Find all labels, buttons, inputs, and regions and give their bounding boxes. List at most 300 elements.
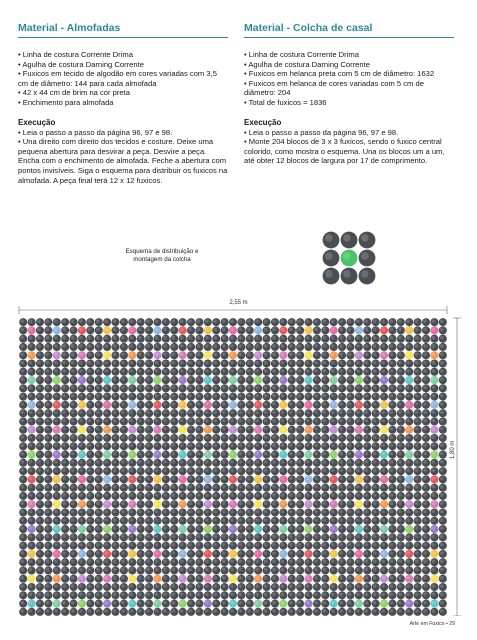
black-fuxico (153, 608, 161, 616)
black-fuxico (53, 434, 61, 442)
black-fuxico (69, 558, 77, 566)
black-fuxico (137, 417, 145, 425)
black-fuxico (414, 508, 422, 516)
black-fuxico (422, 393, 430, 401)
black-fuxico (313, 475, 321, 483)
black-fuxico (44, 434, 52, 442)
black-fuxico (263, 351, 271, 359)
black-fuxico (111, 409, 119, 417)
black-fuxico (330, 335, 338, 343)
black-fuxico (86, 558, 94, 566)
black-fuxico (221, 600, 229, 608)
black-fuxico (195, 558, 203, 566)
black-fuxico (95, 575, 103, 583)
black-fuxico (271, 376, 279, 384)
black-fuxico (153, 459, 161, 467)
black-fuxico (313, 442, 321, 450)
black-fuxico (313, 409, 321, 417)
black-fuxico (414, 484, 422, 492)
black-fuxico (380, 359, 388, 367)
black-fuxico (346, 608, 354, 616)
black-fuxico (120, 376, 128, 384)
black-fuxico (439, 318, 447, 326)
black-fuxico (254, 508, 262, 516)
width-dimension-label: 2,55 m (229, 300, 248, 306)
black-fuxico (296, 459, 304, 467)
black-fuxico (212, 359, 220, 367)
black-fuxico (204, 566, 212, 574)
colored-fuxico (355, 401, 363, 409)
black-fuxico (313, 459, 321, 467)
black-fuxico (405, 318, 413, 326)
black-fuxico (212, 335, 220, 343)
black-fuxico (355, 542, 363, 550)
black-fuxico (271, 426, 279, 434)
black-fuxico (229, 335, 237, 343)
black-fuxico (111, 376, 119, 384)
black-fuxico (372, 409, 380, 417)
black-fuxico (430, 384, 438, 392)
black-fuxico (313, 451, 321, 459)
colored-fuxico (179, 575, 187, 583)
black-fuxico (237, 508, 245, 516)
black-fuxico (330, 492, 338, 500)
black-fuxico (86, 533, 94, 541)
black-fuxico (237, 451, 245, 459)
black-fuxico (288, 442, 296, 450)
black-fuxico (204, 359, 212, 367)
black-fuxico (346, 508, 354, 516)
black-fuxico (254, 442, 262, 450)
black-fuxico (271, 409, 279, 417)
colored-fuxico (254, 500, 262, 508)
black-fuxico (304, 343, 312, 351)
black-fuxico (288, 343, 296, 351)
black-fuxico (53, 459, 61, 467)
black-fuxico (153, 484, 161, 492)
execucao-list-almofadas (18, 128, 228, 186)
black-fuxico (221, 558, 229, 566)
black-fuxico (237, 517, 245, 525)
black-fuxico (397, 417, 405, 425)
black-fuxico (304, 384, 312, 392)
black-fuxico (405, 335, 413, 343)
black-fuxico (279, 542, 287, 550)
colored-fuxico (330, 575, 338, 583)
black-fuxico (69, 401, 77, 409)
black-fuxico (212, 451, 220, 459)
black-fuxico (170, 550, 178, 558)
black-fuxico (313, 393, 321, 401)
black-fuxico (237, 401, 245, 409)
black-fuxico (95, 401, 103, 409)
page-footer: Arte em Fuxico • 29 (409, 621, 455, 627)
colored-fuxico (78, 600, 86, 608)
black-fuxico (439, 359, 447, 367)
black-fuxico (229, 566, 237, 574)
black-fuxico (288, 475, 296, 483)
black-fuxico (61, 600, 69, 608)
black-fuxico (137, 575, 145, 583)
black-fuxico (19, 409, 27, 417)
execucao-step: • Una direito com direito dos tecidos e costure. Deixe uma pequena abertura para desvirar a peça. Desvire a peça. Encha com o enchimento de almofada. Feche a abertura com pontos invisíveis. Siga o esquema para distribuir os fuxicos na almofada. A peça final terá 12 x 12 fuxicos. (18, 137, 228, 185)
black-fuxico (170, 417, 178, 425)
black-fuxico (439, 566, 447, 574)
black-fuxico (53, 359, 61, 367)
black-fuxico (246, 426, 254, 434)
colored-fuxico (279, 401, 287, 409)
black-fuxico (120, 600, 128, 608)
black-fuxico (44, 517, 52, 525)
black-fuxico (179, 318, 187, 326)
black-fuxico (53, 368, 61, 376)
black-fuxico (44, 318, 52, 326)
black-fuxico (95, 368, 103, 376)
black-fuxico (271, 335, 279, 343)
black-fuxico (430, 442, 438, 450)
black-fuxico (346, 525, 354, 533)
black-fuxico (53, 492, 61, 500)
black-fuxico (179, 608, 187, 616)
black-fuxico (153, 566, 161, 574)
black-fuxico (162, 326, 170, 334)
black-fuxico (53, 343, 61, 351)
black-fuxico (405, 459, 413, 467)
black-fuxico (288, 384, 296, 392)
black-fuxico (263, 359, 271, 367)
colored-fuxico (53, 475, 61, 483)
colored-fuxico (179, 525, 187, 533)
black-fuxico (86, 318, 94, 326)
colored-fuxico (103, 351, 111, 359)
black-fuxico (346, 500, 354, 508)
black-fuxico (212, 384, 220, 392)
black-fuxico (254, 335, 262, 343)
black-fuxico (69, 318, 77, 326)
black-fuxico (195, 583, 203, 591)
colored-fuxico (430, 550, 438, 558)
colored-fuxico (128, 550, 136, 558)
black-fuxico (338, 525, 346, 533)
black-fuxico (288, 583, 296, 591)
black-fuxico (363, 335, 371, 343)
black-fuxico (279, 442, 287, 450)
black-fuxico (162, 393, 170, 401)
black-fuxico (212, 508, 220, 516)
black-fuxico (321, 583, 329, 591)
black-fuxico (254, 318, 262, 326)
black-fuxico (263, 525, 271, 533)
black-fuxico (338, 459, 346, 467)
black-fuxico (95, 500, 103, 508)
black-fuxico (237, 566, 245, 574)
black-fuxico (296, 376, 304, 384)
black-fuxico (422, 500, 430, 508)
black-fuxico (212, 401, 220, 409)
black-fuxico (254, 484, 262, 492)
black-fuxico (296, 426, 304, 434)
black-fuxico (271, 542, 279, 550)
black-fuxico (128, 484, 136, 492)
black-fuxico (69, 484, 77, 492)
black-fuxico (405, 343, 413, 351)
colored-fuxico (229, 600, 237, 608)
black-fuxico (397, 359, 405, 367)
black-fuxico (321, 442, 329, 450)
black-fuxico (414, 459, 422, 467)
black-fuxico (111, 475, 119, 483)
black-fuxico (330, 484, 338, 492)
material-item: • Fuxicos em tecido de algodão em cores variadas com 3,5 cm de diâmetro: 144 para cada almofada (18, 69, 217, 88)
black-fuxico (145, 500, 153, 508)
black-fuxico (86, 600, 94, 608)
black-fuxico (388, 525, 396, 533)
black-fuxico (78, 434, 86, 442)
black-fuxico (120, 426, 128, 434)
colored-fuxico (330, 401, 338, 409)
colored-fuxico (204, 401, 212, 409)
black-fuxico (380, 583, 388, 591)
black-fuxico (162, 335, 170, 343)
black-fuxico (179, 492, 187, 500)
black-fuxico (204, 442, 212, 450)
black-fuxico (19, 434, 27, 442)
black-fuxico (221, 426, 229, 434)
black-fuxico (86, 525, 94, 533)
black-fuxico (296, 318, 304, 326)
black-fuxico (288, 335, 296, 343)
black-fuxico (304, 608, 312, 616)
material-item: • Linha de costura Corrente Drima (244, 50, 359, 59)
black-fuxico (372, 426, 380, 434)
black-fuxico (363, 467, 371, 475)
black-fuxico (187, 343, 195, 351)
black-fuxico (237, 318, 245, 326)
black-fuxico (36, 583, 44, 591)
colored-fuxico (204, 326, 212, 334)
colored-fuxico (78, 550, 86, 558)
black-fuxico (53, 591, 61, 599)
colored-fuxico (103, 500, 111, 508)
black-fuxico (69, 384, 77, 392)
black-fuxico (263, 575, 271, 583)
black-fuxico (162, 575, 170, 583)
black-fuxico (19, 492, 27, 500)
black-fuxico (95, 517, 103, 525)
black-fuxico (380, 368, 388, 376)
black-fuxico (44, 508, 52, 516)
black-fuxico (288, 608, 296, 616)
black-fuxico (388, 492, 396, 500)
black-fuxico (338, 550, 346, 558)
black-fuxico (28, 467, 36, 475)
black-fuxico (69, 326, 77, 334)
black-fuxico (388, 600, 396, 608)
black-fuxico (263, 492, 271, 500)
black-fuxico (44, 575, 52, 583)
black-fuxico (44, 608, 52, 616)
black-fuxico (204, 492, 212, 500)
black-fuxico (44, 591, 52, 599)
black-fuxico (388, 566, 396, 574)
black-fuxico (78, 558, 86, 566)
colored-fuxico (128, 500, 136, 508)
colored-fuxico (430, 525, 438, 533)
colored-fuxico (204, 500, 212, 508)
black-fuxico (221, 492, 229, 500)
colored-fuxico (405, 351, 413, 359)
black-fuxico (254, 517, 262, 525)
black-fuxico (229, 409, 237, 417)
black-fuxico (28, 393, 36, 401)
black-fuxico (439, 484, 447, 492)
black-fuxico (187, 318, 195, 326)
black-fuxico (78, 608, 86, 616)
black-fuxico (170, 401, 178, 409)
colored-fuxico (229, 475, 237, 483)
black-fuxico (304, 368, 312, 376)
black-fuxico (153, 359, 161, 367)
black-fuxico (212, 475, 220, 483)
black-fuxico (397, 368, 405, 376)
black-fuxico (397, 467, 405, 475)
black-fuxico (439, 542, 447, 550)
black-fuxico (53, 542, 61, 550)
black-fuxico (288, 525, 296, 533)
colored-fuxico (430, 600, 438, 608)
black-fuxico (321, 426, 329, 434)
black-fuxico (414, 575, 422, 583)
black-fuxico (430, 542, 438, 550)
black-fuxico (338, 434, 346, 442)
black-fuxico (162, 451, 170, 459)
black-fuxico (296, 575, 304, 583)
black-fuxico (145, 533, 153, 541)
black-fuxico (321, 600, 329, 608)
black-fuxico (414, 558, 422, 566)
colored-fuxico (304, 575, 312, 583)
black-fuxico (162, 359, 170, 367)
black-fuxico (237, 442, 245, 450)
black-fuxico (388, 318, 396, 326)
border-fuxico (359, 268, 376, 285)
black-fuxico (422, 442, 430, 450)
black-fuxico (195, 335, 203, 343)
black-fuxico (388, 326, 396, 334)
black-fuxico (128, 533, 136, 541)
black-fuxico (137, 566, 145, 574)
black-fuxico (111, 566, 119, 574)
black-fuxico (103, 542, 111, 550)
black-fuxico (304, 459, 312, 467)
black-fuxico (95, 393, 103, 401)
black-fuxico (346, 566, 354, 574)
black-fuxico (137, 600, 145, 608)
black-fuxico (19, 591, 27, 599)
black-fuxico (271, 467, 279, 475)
black-fuxico (187, 517, 195, 525)
black-fuxico (204, 335, 212, 343)
black-fuxico (439, 426, 447, 434)
black-fuxico (355, 558, 363, 566)
black-fuxico (111, 533, 119, 541)
colored-fuxico (279, 351, 287, 359)
colored-fuxico (28, 600, 36, 608)
black-fuxico (279, 359, 287, 367)
black-fuxico (304, 542, 312, 550)
black-fuxico (61, 376, 69, 384)
black-fuxico (19, 442, 27, 450)
black-fuxico (78, 492, 86, 500)
black-fuxico (246, 475, 254, 483)
black-fuxico (338, 343, 346, 351)
colored-fuxico (405, 575, 413, 583)
black-fuxico (36, 326, 44, 334)
black-fuxico (263, 500, 271, 508)
black-fuxico (44, 500, 52, 508)
black-fuxico (170, 409, 178, 417)
black-fuxico (95, 326, 103, 334)
colored-fuxico (405, 426, 413, 434)
black-fuxico (78, 335, 86, 343)
colored-fuxico (380, 575, 388, 583)
black-fuxico (195, 508, 203, 516)
black-fuxico (153, 409, 161, 417)
black-fuxico (363, 566, 371, 574)
colored-fuxico (355, 600, 363, 608)
black-fuxico (313, 426, 321, 434)
black-fuxico (304, 359, 312, 367)
black-fuxico (145, 376, 153, 384)
colored-fuxico (229, 451, 237, 459)
black-fuxico (44, 426, 52, 434)
black-fuxico (137, 508, 145, 516)
black-fuxico (279, 434, 287, 442)
black-fuxico (195, 318, 203, 326)
black-fuxico (296, 343, 304, 351)
black-fuxico (103, 558, 111, 566)
black-fuxico (397, 343, 405, 351)
black-fuxico (120, 326, 128, 334)
black-fuxico (414, 426, 422, 434)
colored-fuxico (380, 351, 388, 359)
black-fuxico (346, 558, 354, 566)
colored-fuxico (153, 600, 161, 608)
black-fuxico (195, 533, 203, 541)
black-fuxico (346, 475, 354, 483)
black-fuxico (195, 401, 203, 409)
black-fuxico (422, 409, 430, 417)
colored-fuxico (405, 525, 413, 533)
colored-fuxico (254, 575, 262, 583)
black-fuxico (397, 566, 405, 574)
black-fuxico (388, 343, 396, 351)
black-fuxico (355, 484, 363, 492)
black-fuxico (271, 533, 279, 541)
black-fuxico (111, 368, 119, 376)
black-fuxico (145, 525, 153, 533)
black-fuxico (19, 600, 27, 608)
colored-fuxico (53, 575, 61, 583)
black-fuxico (86, 467, 94, 475)
black-fuxico (78, 384, 86, 392)
black-fuxico (321, 393, 329, 401)
black-fuxico (221, 384, 229, 392)
black-fuxico (263, 583, 271, 591)
black-fuxico (388, 500, 396, 508)
black-fuxico (388, 583, 396, 591)
black-fuxico (313, 417, 321, 425)
